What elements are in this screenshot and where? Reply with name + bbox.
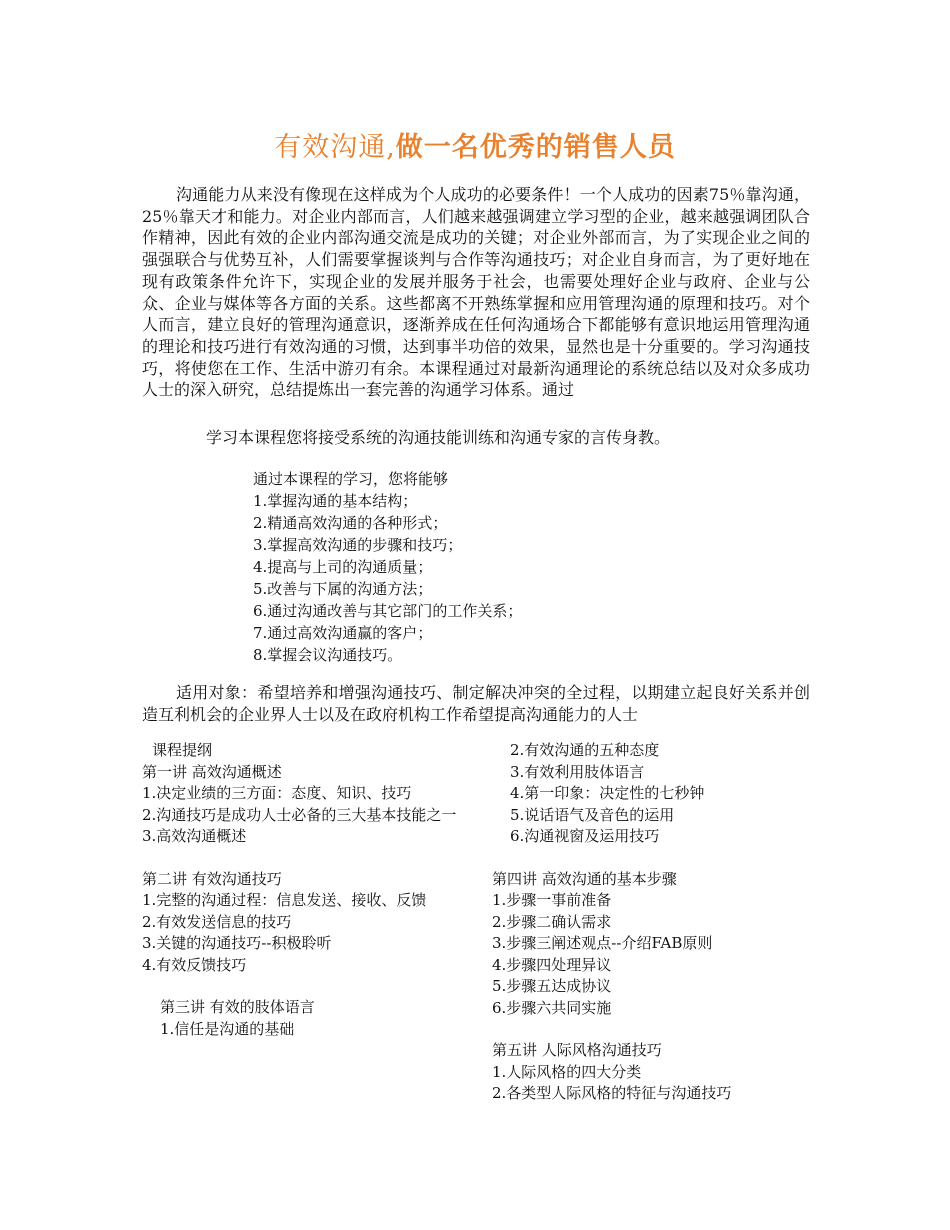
lecture-4-item: 6.步骤六共同实施 — [492, 998, 612, 1017]
document-title — [0, 128, 950, 168]
lecture-4-item: 1.步骤一事前准备 — [492, 891, 612, 909]
goal-item: 8.掌握会议沟通技巧。 — [253, 646, 403, 664]
goal-item: 4.提高与上司的沟通质量； — [253, 558, 433, 576]
goals-heading: 通过本课程的学习，您将能够 — [253, 470, 449, 488]
goal-item: 5.改善与下属的沟通方法； — [253, 580, 433, 598]
outline-left-column — [142, 740, 468, 1040]
lecture-4-item: 5.步骤五达成协议 — [492, 977, 612, 995]
lecture-4-item: 2.步骤二确认需求 — [492, 912, 612, 931]
lecture-2-item: 3.关键的沟通技巧--积极聆听 — [142, 934, 332, 952]
intro-last-line: 学习本课程您将接受系统的沟通技能训练和沟通专家的言传身教。 — [206, 428, 671, 447]
goal-item: 6.通过沟通改善与其它部门的工作关系； — [253, 602, 523, 620]
lecture-5-title: 第五讲 人际风格沟通技巧 — [492, 1041, 662, 1059]
lecture-3-item: 2.有效沟通的五种态度 — [510, 741, 660, 759]
lecture-5-item: 1.人际风格的四大分类 — [492, 1062, 642, 1081]
outline-heading: 课程提纲 — [152, 741, 213, 759]
lecture-1-item: 1.决定业绩的三方面：态度、知识、技巧 — [142, 784, 412, 802]
goals-list — [253, 468, 522, 666]
lecture-2-item: 1.完整的沟通过程：信息发送、接收、反馈 — [142, 891, 427, 909]
lecture-4-item: 4.步骤四处理异议 — [492, 955, 612, 974]
goal-item: 1.掌握沟通的基本结构； — [253, 492, 418, 510]
goal-item: 3.掌握高效沟通的步骤和技巧； — [253, 536, 463, 554]
lecture-5-item: 2.各类型人际风格的特征与沟通技巧 — [492, 1084, 732, 1102]
outline-right-column — [492, 740, 822, 1105]
audience-paragraph: 适用对象：希望培养和增强沟通技巧、制定解决冲突的全过程，以期建立起良好关系并创造互利机会的企业界人士以及在政府机构工作希望提高沟通能力的人士 — [142, 683, 810, 724]
lecture-3-item: 5.说话语气及音色的运用 — [510, 805, 675, 824]
lecture-2-item: 4.有效反馈技巧 — [142, 955, 247, 974]
lecture-1-item: 3.高效沟通概述 — [142, 827, 247, 845]
title-part-2: 做一名优秀的销售人员 — [395, 132, 676, 163]
lecture-1-title: 第一讲 高效沟通概述 — [142, 762, 282, 781]
lecture-3-item: 1.信任是沟通的基础 — [160, 1019, 295, 1038]
lecture-3-item: 6.沟通视窗及运用技巧 — [510, 827, 660, 845]
lecture-2-item: 2.有效发送信息的技巧 — [142, 912, 292, 931]
goal-item: 7.通过高效沟通赢的客户； — [253, 624, 433, 642]
lecture-4-item: 3.步骤三阐述观点--介绍FAB原则 — [492, 934, 713, 952]
lecture-1-item: 2.沟通技巧是成功人士必备的三大基本技能之一 — [142, 805, 457, 824]
title-part-1: 有效沟通, — [274, 132, 396, 163]
intro-paragraph: 沟通能力从来没有像现在这样成为个人成功的必要条件！一个人成功的因素75％靠沟通，25％靠天才和能力。对企业内部而言，人们越来越强调建立学习型的企业，越来越强调团队合作精神，因此有效的企业内部沟通交流是成功的关键；对企业外部而言，为了实现企业之间的强强联合与优势互补，人们需要掌握谈判与合作等沟通技巧；对企业自身而言，为了更好地在现有政策条件允许下，实现企业的发展并服务于社会，也需要处理好企业与政府、企业与公众、企业与媒体等各方面的关系。这些都离不开熟练掌握和应用管理沟通的原理和技巧。对个人而言，建立良好的管理沟通意识，逐渐养成在任何沟通场合下都能够有意识地运用管理沟通的理论和技巧进行有效沟通的习惯，达到事半功倍的效果，显然也是十分重要的。学习沟通技巧，将使您在工作、生活中游刃有余。本课程通过对最新沟通理论的系统总结以及对众多成功人士的深入研究，总结提炼出一套完善的沟通学习体系。通过 — [142, 185, 810, 400]
lecture-4-title: 第四讲 高效沟通的基本步骤 — [492, 869, 677, 888]
lecture-3-item: 3.有效利用肢体语言 — [510, 762, 645, 781]
lecture-3-title: 第三讲 有效的肢体语言 — [160, 998, 315, 1016]
lecture-2-title: 第二讲 有效沟通技巧 — [142, 869, 282, 888]
lecture-3-item: 4.第一印象：决定性的七秒钟 — [510, 784, 705, 802]
goal-item: 2.精通高效沟通的各种形式； — [253, 514, 448, 532]
